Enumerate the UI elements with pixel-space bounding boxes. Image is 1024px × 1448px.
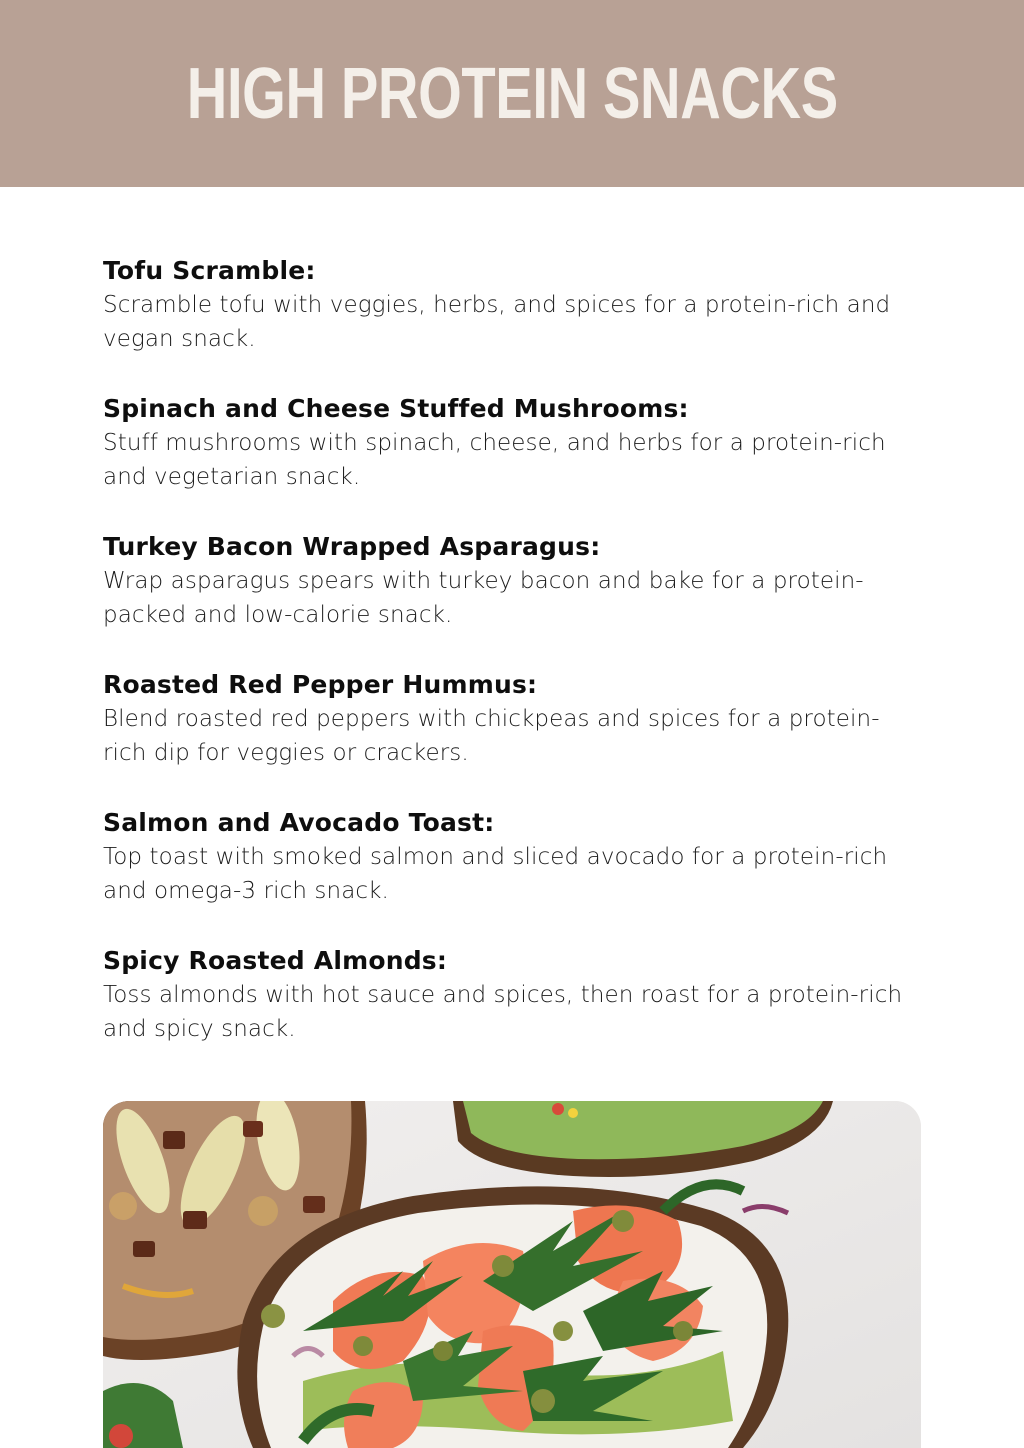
snack-title: Spicy Roasted Almonds: (103, 946, 448, 975)
snack-item (103, 254, 923, 356)
salmon-avocado-toast-photo (103, 1101, 921, 1448)
snack-item (103, 806, 923, 908)
snack-description: Wrap asparagus spears with turkey bacon and bake for a protein-packed and low-calorie snack. (103, 568, 864, 628)
snack-item (103, 392, 923, 494)
snack-list (103, 254, 923, 1082)
snack-description: Stuff mushrooms with spinach, cheese, and herbs for a protein-rich and vegetarian snack. (103, 430, 886, 490)
snack-description: Top toast with smoked salmon and sliced avocado for a protein-rich and omega-3 rich snack. (103, 844, 888, 904)
snack-title: Roasted Red Pepper Hummus: (103, 670, 538, 699)
snack-title: Tofu Scramble: (103, 256, 316, 285)
page-title: HIGH PROTEIN SNACKS (186, 53, 838, 134)
snack-title: Spinach and Cheese Stuffed Mushrooms: (103, 394, 689, 423)
snack-title: Turkey Bacon Wrapped Asparagus: (103, 532, 601, 561)
snack-description: Blend roasted red peppers with chickpeas and spices for a protein-rich dip for veggies or crackers. (103, 706, 880, 766)
snack-item (103, 668, 923, 770)
page-header (0, 0, 1024, 187)
snack-item (103, 944, 923, 1046)
snack-item (103, 530, 923, 632)
snack-title: Salmon and Avocado Toast: (103, 808, 495, 837)
snack-description: Scramble tofu with veggies, herbs, and spices for a protein-rich and vegan snack. (103, 292, 891, 352)
snack-description: Toss almonds with hot sauce and spices, then roast for a protein-rich and spicy snack. (103, 982, 903, 1042)
